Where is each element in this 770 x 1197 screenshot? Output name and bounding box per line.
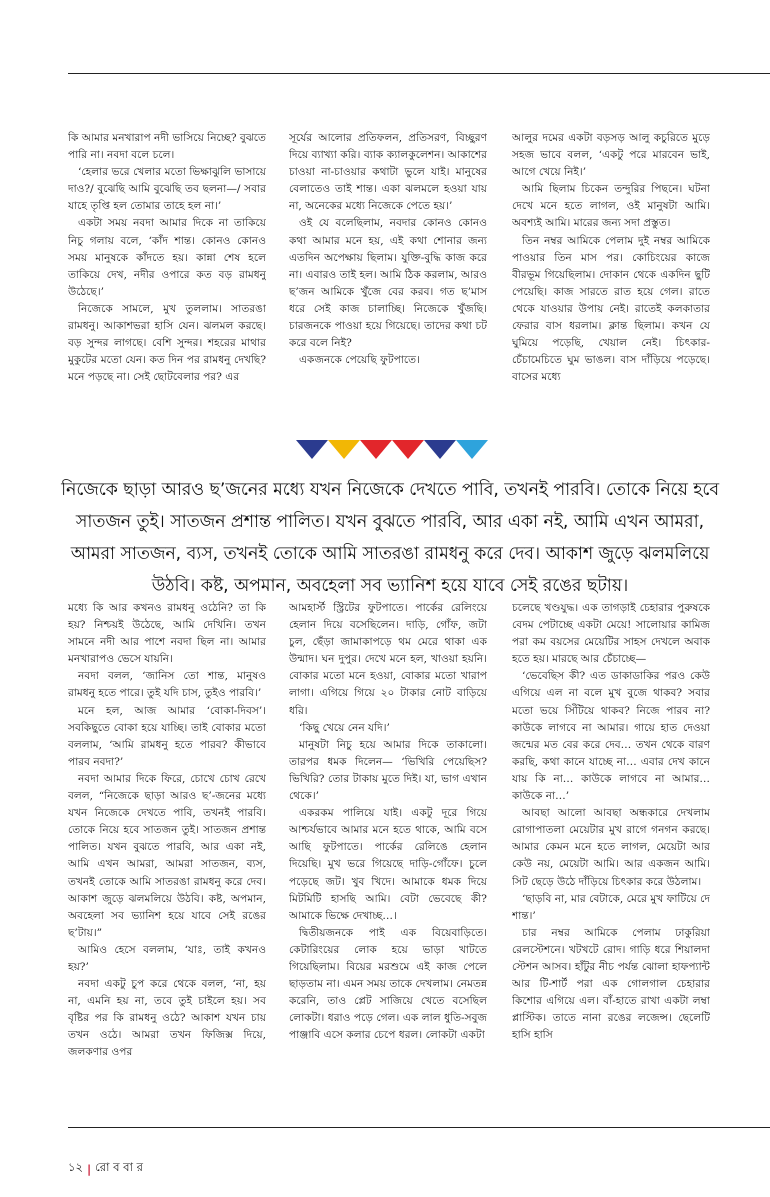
paragraph: একটা সময় নবদা আমার দিকে না তাকিয়ে নিচু গলায় বলে, ‘কাঁদ শান্ত। কোনও কোনও সময় মানুষকে কাঁদতে হয়। কান্না শেষ হলে তাকিয়ে দেখ, নদীর ওপারে কত বড় রামধনু উঠেছে।’ xyxy=(68,217,266,298)
paragraph: মধ্যে কি আর কখনও রামধনু ওঠেনি? তা কি হয়? নিশ্চয়ই উঠেছে, আমি দেখিনি। তখন সামনে নদী আর পাশে নবদা ছিল না। আমার মনখারাপও ভেসে যায়নি। xyxy=(68,602,266,666)
paragraph: নবদা একটু চুপ করে থেকে বলল, ‘না, হয় না, এমনি হয় না, তবে তুই চাইলে হয়। সব বৃষ্টির পর কি রামধনু ওঠে? আকাশ যখন চায় তখন ওঠে। আমরা তখন ফিজিক্স দিয়ে, জলকণার ওপর xyxy=(68,978,266,1059)
top-rule xyxy=(68,73,770,74)
paragraph: মানুষটা নিচু হয়ে আমার দিকে তাকালো। তারপর ধমক দিলেন— ‘ভিখিরি পেয়েছিস? ভিখিরি? তোর টাকায় মুতে দিই। যা, ভাগ এখান থেকে।’ xyxy=(289,738,487,803)
paragraph: একজনকে পেয়েছি ফুটপাতে। xyxy=(299,354,420,367)
paragraph: ওই যে বলেছিলাম, নবদার কোনও কোনও কথা আমার মনে হয়, এই কথা শোনার জন্য এতদিন অপেক্ষায় ছিলাম। যুক্তি-বুদ্ধি কাজ করে না। এবারও তাই হল। আমি ঠিক করলাম, আরও ছ’জন আমিকে খুঁজে বের করব। গত ছ’মাস ধরে সেই কাজ চালাচ্ছি। নিজেকে খুঁজছি। চারজনকে পাওয়া হয়ে গিয়েছে। তাদের কথা চট করে বলে নিই? xyxy=(289,217,487,350)
triangle-icon xyxy=(456,440,488,459)
paragraph: চার নম্বর আমিকে পেলাম ঢাকুরিয়া রেলস্টেশনে। খটখটে রোদ। গাড়ি ধরে শিয়ালদা স্টেশন আসব। হাঁটুর নীচ পর্যন্ত ঝোলা হাফপ্যান্ট আর টি-শার্ট পরা এক গোলগাল চেহারার কিশোর এগিয়ে এল। বাঁ-হাতে রাখা একটা লম্বা প্লাস্টিক। তাতে নানা রঙের লজেন্স। ছেলেটি হাসি হাসি xyxy=(512,926,710,1042)
paragraph: আমহার্স্ট স্ট্রিটের ফুটপাতে। পার্কের রেলিংয়ে হেলান দিয়ে বসেছিলেন। দাড়ি, গোঁফ, জটা চুল, ছেঁড়া জামাকাপড়ে থম মেরে থাকা এক উন্মাদ। ঘন দুপুর। দেখে মনে হল, খাওয়া হয়নি। বোকার মতো মনে হওয়া, বোকার মতো খারাপ লাগা। এগিয়ে গিয়ে ২০ টাকার নোট বাড়িয়ে ধরি। xyxy=(289,602,487,717)
paragraph: নবদা আমার দিকে ফিরে, চোখে চোখ রেখে বলল, “নিজেকে ছাড়া আরও ছ’-জনের মধ্যে যখন নিজেকে দেখতে পাবি, তখনই পারবি। তোকে নিয়ে হবে সাতজন তুই। সাতজন প্রশান্ত পালিত। যখন বুঝতে পারবি, আর একা নই, আমি এখন আমরা, আমরা সাতজন, ব্যস, তখনই তোকে আমি সাতরঙা রামধনু করে দেব। আকাশ জুড়ে ঝলমলিয়ে উঠবি। কষ্ট, অপমান, অবহেলা সব ভ্যানিশ হয়ে যাবে সেই রঙের ছ’টায়।” xyxy=(68,772,266,939)
lower-column-2 xyxy=(289,600,487,1120)
bottom-rule xyxy=(68,1127,770,1128)
triangle-icon xyxy=(296,440,328,459)
decorative-triangle-row xyxy=(296,440,488,459)
footer-separator: | xyxy=(86,1161,92,1176)
lower-column-1 xyxy=(68,600,266,1120)
upper-column-2 xyxy=(289,130,487,422)
paragraph: আমিও হেসে বললাম, ‘যাঃ, তাই কখনও হয়?’ xyxy=(68,943,266,973)
triangle-icon xyxy=(328,440,360,459)
page-footer xyxy=(68,1159,143,1178)
paragraph: মনে হল, আজ আমার ‘বোকা-দিবস’। সবকিছুতে বোকা হয়ে যাচ্ছি। তাই বোকার মতো বললাম, ‘আমি রামধনু হতে পারব? কীভাবে পারব নবদা?’ xyxy=(68,704,266,768)
paragraph: একরকম পালিয়ে যাই। একটু দূরে গিয়ে আশ্চর্যভাবে আমার মনে হতে থাকে, আমি বসে আছি ফুটপাতে। পার্কের রেলিঙে হেলান দিয়েছি। মুখ ভরে গিয়েছে দাড়ি-গোঁফে। চুলে পড়েছে জট। খুব খিদে। আমাকে ধমক দিয়ে মিটমিটি হাসছি আমি। বেটা ভেবেছে কী? আমাকে ভিক্ষে দেখাচ্ছ…। xyxy=(289,807,487,922)
paragraph: ‘ভেবেছিস কী? এত ডাকাডাকির পরও কেউ এগিয়ে এল না বলে মুখ বুজে থাকব? সবার মতো ভয়ে সিঁটিয়ে থাকব? নিজে পারব না? কাউকে লাগবে না আমার। গায়ে হাত দেওয়া জন্মের মত বের করে দেব… তখন থেকে বারণ করছি, কথা কানে যাচ্ছে না… এবার দেখ কানে যায় কি না… কাউকে লাগবে না আমার…কাউকে না…’ xyxy=(512,670,710,803)
paragraph: আমি ছিলাম চিকেন তন্দুরির পিছনে। ঘটনা দেখে মনে হতে লাগল, ওই মানুষটা আমি। অবশ্যই আমি। মারের জন্য সদা প্রস্তুত। xyxy=(512,183,710,230)
paragraph: ‘কিছু খেয়ে নেন যদি।’ xyxy=(299,721,390,734)
paragraph: সূর্যের আলোর প্রতিফলন, প্রতিসরণ, বিচ্ছুরণ দিয়ে ব্যাখ্যা করি। ব্যাক ক্যালকুলেশন। আকাশের চাওয়া না-চাওয়ার কথাটা ভুলে যাই। মানুষের বেলাতেও তাই শান্ত। একা ঝলমলে হওয়া যায় না, অনেকের মধ্যে নিজেকে পেতে হয়।’ xyxy=(289,132,487,213)
paragraph: আলুর দমের একটা বড়সড় আলু কচুরিতে মুড়ে সহজ ভাবে বলল, ‘একটু পরে মারবেন ভাই, আগে খেয়ে নিই।’ xyxy=(512,132,710,179)
paragraph: ‘ছাড়বি না, মার বেটাকে, মেরে মুখ ফাটিয়ে দে শান্ত।’ xyxy=(512,892,710,922)
paragraph: ‘হেলার ভরে খেলার মতো ভিক্ষাঝুলি ভাসায়ে দাও?/ বুঝেছি আমি বুঝেছি তব ছলনা—/ সবার যাহে তৃপ্তি হল তোমার তাহে হল না।’ xyxy=(68,166,266,213)
paragraph: তিন নম্বর আমিকে পেলাম দুই নম্বর আমিকে পাওয়ার তিন মাস পর। কোচিংয়ের কাজে বীরভূম গিয়েছিলাম। দোকান থেকে একদিন ছুটি পেয়েছি। কাজ সারতে রাত হয়ে গেল। রাতে থেকে যাওয়ার উপায় নেই। রাতেই কলকাতার ফেরার বাস ধরলাম। ক্লান্ত ছিলাম। কখন যে ঘুমিয়ে পড়েছি, খেয়াল নেই। চিৎকার-চেঁচামেচিতে ঘুম ভাঙল। বাস দাঁড়িয়ে পড়েছে। বাসের মধ্যে xyxy=(512,234,710,384)
triangle-icon xyxy=(392,440,424,459)
paragraph: নবদা বলল, ‘জানিস তো শান্ত, মানুষও রামধনু হতে পারে। তুই যদি চাস, তুইও পারবি।’ xyxy=(68,670,266,700)
triangle-icon xyxy=(360,440,392,459)
pull-quote: নিজেকে ছাড়া আরও ছ’জনের মধ্যে যখন নিজেকে দেখতে পাবি, তখনই পারবি। তোকে নিয়ে হবে সাতজন তুই। সাতজন প্রশান্ত পালিত। যখন বুঝতে পারবি, আর একা নই, আমি এখন আমরা, আমরা সাতজন, ব্যস, তখনই তোকে আমি সাতরঙা রামধনু করে দেব। আকাশ জুড়ে ঝলমলিয়ে উঠবি। কষ্ট, অপমান, অবহেলা সব ভ্যানিশ হয়ে যাবে সেই রঙের ছটায়। xyxy=(61,480,719,596)
magazine-name: রো ব বা র xyxy=(95,1160,143,1174)
page-number: ১২ xyxy=(68,1160,83,1174)
paragraph: নিজেকে সামলে, মুখ তুললাম। সাতরঙা রামধনু। আকাশভরা হাসি যেন। ঝলমল করছে। বড় সুন্দর লাগছে। বেশি সুন্দর। শহরের মাথার মুকুটের মতো যেন। কত দিন পর রামধনু দেখছি? মনে পড়ছে না। সেই ছোটবেলার পর? এর xyxy=(68,302,266,384)
upper-column-3 xyxy=(512,130,710,422)
lower-column-3 xyxy=(512,600,710,1120)
paragraph: আবছা আলো আবছা অন্ধকারে দেখলাম রোগাপাতলা মেয়েটার মুখ রাগে গনগন করছে। আমার কেমন মনে হতে লাগল, মেয়েটা আর কেউ নয়, মেয়েটা আমি। আর একজন আমি। সিট ছেড়ে উঠে দাঁড়িয়ে চিৎকার করে উঠলাম। xyxy=(512,807,710,888)
upper-column-1 xyxy=(68,130,266,422)
paragraph: দ্বিতীয়জনকে পাই এক বিয়েবাড়িতে। কেটারিংয়ের লোক হয়ে ভাড়া খাটতে গিয়েছিলাম। বিয়ের মরশুমে এই কাজ পেলে ছাড়তাম না। এমন সময় তাকে দেখলাম। নেমতন্ন করেনি, তাও প্লেট সাজিয়ে খেতে বসেছিল লোকটা। ধরাও পড়ে গেল। এক লাল ধুতি-সবুজ পাঞ্জাবি এসে কলার চেপে ধরল। লোকটা একটা xyxy=(289,926,487,1042)
paragraph: কি আমার মনখারাপ নদী ভাসিয়ে নিচ্ছে? বুঝতে পারি না। নবদা বলে চলে। xyxy=(68,132,266,162)
triangle-icon xyxy=(424,440,456,459)
paragraph: চলেছে খণ্ডযুদ্ধ। এক তাগড়াই চেহারার পুরুষকে বেদম পেটাচ্ছে একটা মেয়ে! সালোয়ার কামিজ পরা কম বয়সের মেয়েটির সাহস দেখলে অবাক হতে হয়। মারছে আর চেঁচাচ্ছে— xyxy=(512,602,710,666)
